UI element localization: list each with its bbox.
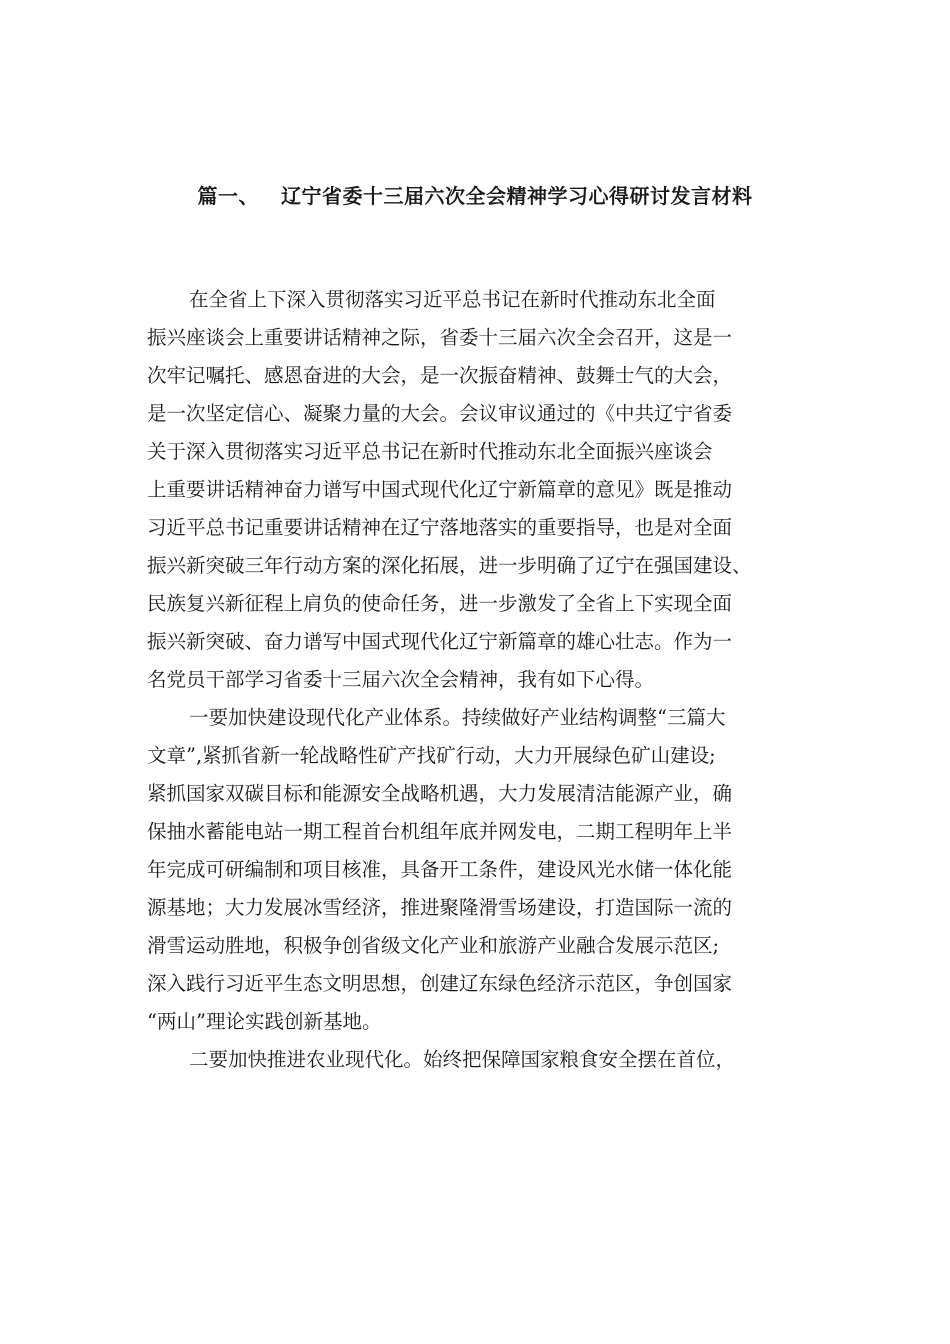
- title-number: 篇一、: [197, 184, 259, 208]
- paragraph-2-line-6: 源基地；大力发展冰雪经济，推进聚隆滑雪场建设，打造国际一流的: [147, 896, 733, 919]
- paragraph-1-line-11: 名党员干部学习省委十三届六次全会精神，我有如下心得。: [147, 668, 655, 691]
- paragraph-3-line-1: 二要加快推进农业现代化。始终把保障国家粮食安全摆在首位，: [189, 1048, 736, 1071]
- paragraph-2-line-2: 文章”,紧抓省新一轮战略性矿产找矿行动，大力开展绿色矿山建设;: [147, 744, 716, 767]
- paragraph-2-line-4: 保抽水蓄能电站一期工程首台机组年底并网发电，二期工程明年上半: [147, 820, 733, 843]
- paragraph-1-line-8: 振兴新突破三年行动方案的深化拓展，进一步明确了辽宁在强国建设、: [147, 554, 752, 577]
- paragraph-1-line-10: 振兴新突破、奋力谱写中国式现代化辽宁新篇章的雄心壮志。作为一: [147, 630, 733, 653]
- paragraph-1-line-1: 在全省上下深入贯彻落实习近平总书记在新时代推动东北全面: [189, 288, 716, 311]
- paragraph-2-line-3: 紧抓国家双碳目标和能源安全战略机遇，大力发展清洁能源产业，确: [147, 782, 733, 805]
- paragraph-2-line-7: 滑雪运动胜地，积极争创省级文化产业和旅游产业融合发展示范区;: [147, 934, 720, 957]
- title-text: 辽宁省委十三届六次全会精神学习心得研讨发言材料: [281, 184, 753, 208]
- document-body: [147, 285, 807, 1083]
- paragraph-2-line-8: 深入践行习近平生态文明思想，创建辽东绿色经济示范区，争创国家: [147, 972, 733, 995]
- paragraph-1-line-9: 民族复兴新征程上肩负的使命任务，进一步激发了全省上下实现全面: [147, 592, 733, 615]
- paragraph-2-line-5: 年完成可研编制和项目核准，具备开工条件，建设风光水储一体化能: [147, 858, 733, 881]
- paragraph-1-line-2: 振兴座谈会上重要讲话精神之际，省委十三届六次全会召开，这是一: [147, 326, 733, 349]
- paragraph-1-line-7: 习近平总书记重要讲话精神在辽宁落地落实的重要指导，也是对全面: [147, 516, 733, 539]
- paragraph-1-line-4: 是一次坚定信心、凝聚力量的大会。会议审议通过的《中共辽宁省委: [147, 402, 733, 425]
- paragraph-2-line-1: 一要加快建设现代化产业体系。持续做好产业结构调整“三篇大: [189, 706, 726, 729]
- paragraph-1-line-6: 上重要讲话精神奋力谱写中国式现代化辽宁新篇章的意见》既是推动: [147, 478, 733, 501]
- paragraph-1-line-5: 关于深入贯彻落实习近平总书记在新时代推动东北全面振兴座谈会: [147, 440, 713, 463]
- paragraph-1-line-3: 次牢记嘱托、感恩奋进的大会，是一次振奋精神、鼓舞士气的大会，: [147, 364, 733, 387]
- paragraph-2-line-9: “两山”理论实践创新基地。: [147, 1010, 382, 1033]
- document-title: [0, 180, 950, 209]
